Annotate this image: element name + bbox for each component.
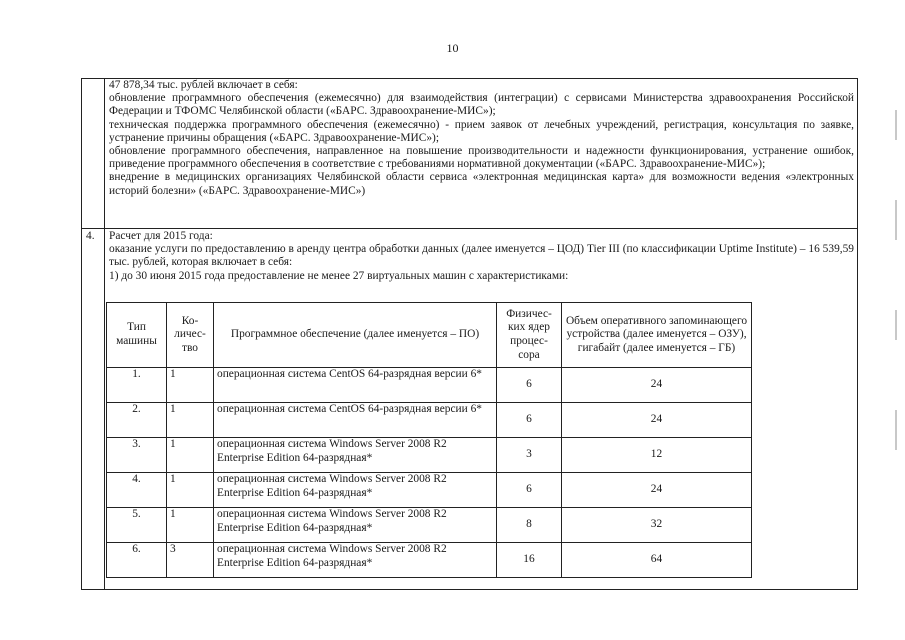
cell-ram: 24 (562, 403, 752, 438)
cell-cores: 6 (497, 368, 562, 403)
header-ram: Объем оперативного запоминающего устройства (далее именуется – ОЗУ), гигабайт (далее именуется – ГБ) (562, 303, 752, 368)
cell-type: 2. (107, 403, 167, 438)
cell-software: операционная система Windows Server 2008 R2 Enterprise Edition 64-разрядная* (214, 508, 497, 543)
row-3-paragraph: обновление программного обеспечения, направленное на повышение производительности и надежности функционирования, устранение ошибок, приведение программного обеспечения в соответствие с требованиями нормативной документации («БАРС. Здравоохранение-МИС»); (109, 145, 854, 171)
scan-mark (895, 110, 897, 140)
cell-software: операционная система Windows Server 2008 R2 Enterprise Edition 64-разрядная* (214, 438, 497, 473)
row-3-paragraph: обновление программного обеспечения (ежемесячно) для взаимодействия (интеграции) с сервисами Министерства здравоохранения Российской Федерации и ТФОМС Челябинской области («БАРС. Здравоохранение-МИС»); (109, 92, 854, 118)
cell-software: операционная система CentOS 64-разрядная версии 6* (214, 368, 497, 403)
column-divider (104, 79, 105, 589)
scan-mark (895, 200, 897, 240)
row-3-paragraph: техническая поддержка программного обеспечения (ежемесячно) - прием заявок от лечебных учреждений, регистрация, консультация по заявке, устранение причины обращения («БАРС. Здравоохранение-МИС»); (109, 118, 854, 144)
cell-cores: 6 (497, 403, 562, 438)
cell-quantity: 1 (167, 473, 214, 508)
scan-mark (895, 410, 897, 450)
row-3-content (109, 79, 854, 198)
cell-quantity: 1 (167, 368, 214, 403)
table-row (107, 473, 752, 508)
cell-cores: 3 (497, 438, 562, 473)
row-4-paragraph: 1) до 30 июня 2015 года предоставление не менее 27 виртуальных машин с характеристиками: (109, 269, 569, 282)
cell-type: 5. (107, 508, 167, 543)
cell-ram: 12 (562, 438, 752, 473)
cell-ram: 24 (562, 368, 752, 403)
page-number: 10 (446, 41, 459, 55)
table-header-row (107, 303, 752, 368)
row-3-paragraph: 47 878,34 тыс. рублей включает в себя: (109, 79, 298, 91)
cell-type: 6. (107, 543, 167, 578)
table-row (107, 403, 752, 438)
cell-cores: 6 (497, 473, 562, 508)
header-software: Программное обеспечение (далее именуется – ПО) (214, 303, 497, 368)
cell-cores: 16 (497, 543, 562, 578)
cell-software: операционная система Windows Server 2008 R2 Enterprise Edition 64-разрядная* (214, 473, 497, 508)
table-row (107, 368, 752, 403)
cell-type: 1. (107, 368, 167, 403)
table-row (107, 508, 752, 543)
scan-edge-marks (895, 110, 899, 530)
cell-quantity: 1 (167, 508, 214, 543)
row-divider (82, 228, 857, 229)
header-machine-type: Тип машины (107, 303, 167, 368)
cell-type: 3. (107, 438, 167, 473)
cell-cores: 8 (497, 508, 562, 543)
virtual-machines-table (106, 302, 752, 578)
row-4-content (109, 230, 854, 283)
table-row (107, 438, 752, 473)
cell-quantity: 1 (167, 438, 214, 473)
table-row (107, 543, 752, 578)
cell-software: операционная система CentOS 64-разрядная версии 6* (214, 403, 497, 438)
row-4-paragraph: Расчет для 2015 года: (109, 230, 213, 242)
row-4-number: 4. (86, 230, 95, 242)
cell-ram: 64 (562, 543, 752, 578)
cell-ram: 24 (562, 473, 752, 508)
cell-ram: 32 (562, 508, 752, 543)
header-quantity: Ко-личес-тво (167, 303, 214, 368)
scan-mark (895, 310, 897, 340)
cell-type: 4. (107, 473, 167, 508)
cell-software: операционная система Windows Server 2008 R2 Enterprise Edition 64-разрядная* (214, 543, 497, 578)
row-3-paragraph: внедрение в медицинских организациях Челябинской области сервиса «электронная медицинская карта» для возможности ведения «электронных историй болезни» («БАРС. Здравоохранение-МИС») (109, 171, 854, 197)
row-4-paragraph: оказание услуги по предоставлению в аренду центра обработки данных (далее именуется – ЦОД) Tier III (по классификации Uptime Institute) – 16 539,59 тыс. рублей, которая включает в себя: (109, 243, 854, 269)
cell-quantity: 1 (167, 403, 214, 438)
header-cpu-cores: Физичес-ких ядер процес-сора (497, 303, 562, 368)
cell-quantity: 3 (167, 543, 214, 578)
